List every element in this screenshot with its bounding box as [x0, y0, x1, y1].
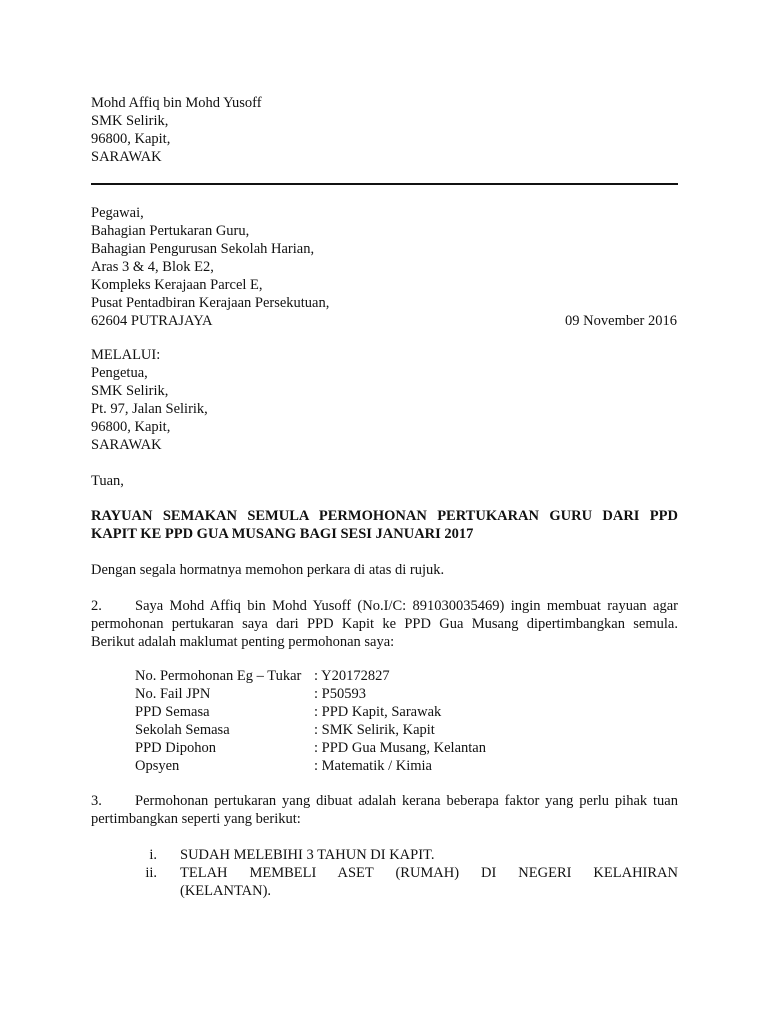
- via-line: Pt. 97, Jalan Selirik,: [91, 401, 208, 417]
- paragraph-line: Berikut adalah maklumat penting permohonan saya:: [91, 634, 395, 650]
- header-divider: [91, 183, 678, 185]
- detail-value: : Matematik / Kimia: [314, 758, 432, 774]
- subject-line: RAYUAN SEMAKAN SEMULA PERMOHONAN PERTUKARAN GURU DARI PPD: [91, 508, 678, 524]
- recipient-line: Kompleks Kerajaan Parcel E,: [91, 277, 263, 293]
- recipient-line: Bahagian Pengurusan Sekolah Harian,: [91, 241, 315, 257]
- paragraph-line: Saya Mohd Affiq bin Mohd Yusoff (No.I/C: 891030035469) ingin membuat rayuan agar: [135, 598, 678, 614]
- list-item: SUDAH MELEBIHI 3 TAHUN DI KAPIT.: [180, 847, 435, 863]
- detail-value: : Y20172827: [314, 668, 390, 684]
- paragraph-number: 2.: [91, 598, 102, 614]
- list-number: i.: [149, 847, 157, 863]
- detail-value: : SMK Selirik, Kapit: [314, 722, 435, 738]
- recipient-line: Pegawai,: [91, 205, 144, 221]
- detail-value: : P50593: [314, 686, 366, 702]
- paragraph-line: permohonan pertukaran saya dari PPD Kapit ke PPD Gua Musang dipertimbangkan semula.: [91, 616, 678, 632]
- detail-row: [135, 703, 441, 721]
- detail-value: : PPD Kapit, Sarawak: [314, 704, 442, 720]
- list-number: ii.: [145, 865, 157, 881]
- sender-name: Mohd Affiq bin Mohd Yusoff: [91, 95, 262, 111]
- recipient-line: 62604 PUTRAJAYA: [91, 313, 213, 329]
- recipient-line: Bahagian Pertukaran Guru,: [91, 223, 250, 239]
- via-line: 96800, Kapit,: [91, 419, 171, 435]
- via-heading: MELALUI:: [91, 347, 161, 363]
- list-item-continued: (KELANTAN).: [180, 883, 272, 899]
- recipient-line: Pusat Pentadbiran Kerajaan Persekutuan,: [91, 295, 330, 311]
- detail-label: No. Fail JPN: [135, 686, 211, 702]
- letter-date: 09 November 2016: [565, 313, 677, 329]
- detail-row: [135, 721, 435, 739]
- detail-label: No. Permohonan Eg – Tukar: [135, 668, 302, 684]
- opening-sentence: Dengan segala hormatnya memohon perkara di atas di rujuk.: [91, 562, 445, 578]
- detail-label: Opsyen: [135, 758, 180, 774]
- detail-label: Sekolah Semasa: [135, 722, 230, 738]
- sender-address-line: SMK Selirik,: [91, 113, 169, 129]
- detail-row: [135, 667, 390, 685]
- via-line: Pengetua,: [91, 365, 148, 381]
- detail-row: [135, 685, 366, 703]
- via-line: SARAWAK: [91, 437, 162, 453]
- detail-row: [135, 757, 432, 775]
- via-line: SMK Selirik,: [91, 383, 169, 399]
- paragraph-number: 3.: [91, 793, 102, 809]
- sender-address-line: 96800, Kapit,: [91, 131, 171, 147]
- salutation: Tuan,: [91, 473, 124, 489]
- recipient-line: Aras 3 & 4, Blok E2,: [91, 259, 214, 275]
- detail-row: [135, 739, 486, 757]
- sender-address-line: SARAWAK: [91, 149, 162, 165]
- detail-value: : PPD Gua Musang, Kelantan: [314, 740, 486, 756]
- detail-label: PPD Semasa: [135, 704, 210, 720]
- subject-line: KAPIT KE PPD GUA MUSANG BAGI SESI JANUARI 2017: [91, 526, 474, 542]
- paragraph-line: Permohonan pertukaran yang dibuat adalah kerana beberapa faktor yang perlu pihak tuan: [135, 793, 678, 809]
- paragraph-line: pertimbangkan seperti yang berikut:: [91, 811, 301, 827]
- detail-label: PPD Dipohon: [135, 740, 216, 756]
- list-item: TELAH MEMBELI ASET (RUMAH) DI NEGERI KELAHIRAN: [180, 865, 678, 881]
